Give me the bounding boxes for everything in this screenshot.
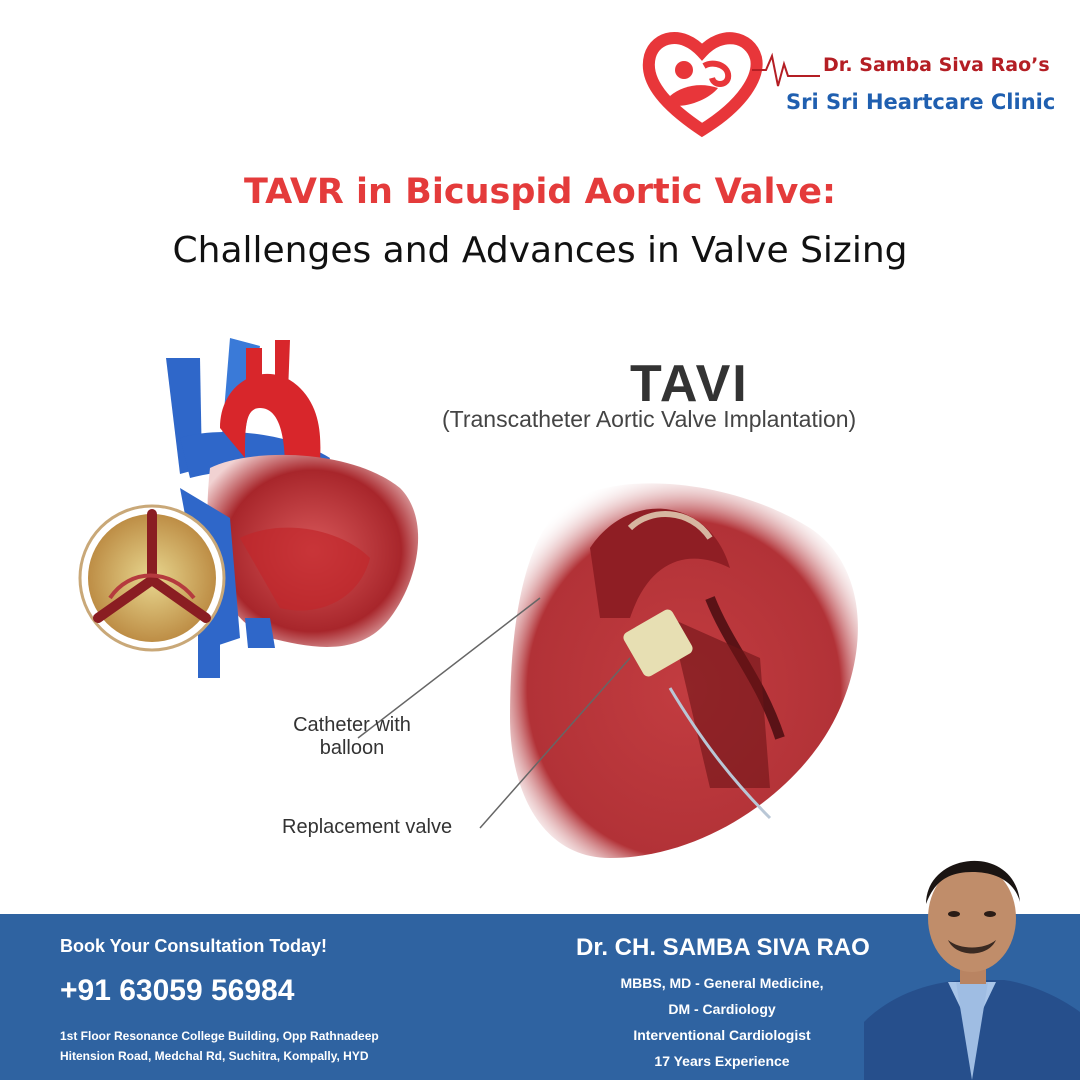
clinic-address — [60, 1026, 379, 1066]
credential-line3: Interventional Cardiologist — [633, 1027, 811, 1043]
doctor-credentials — [600, 970, 844, 1074]
heart-illustration — [70, 318, 1030, 890]
label-catheter-line1: Catheter with — [293, 714, 411, 736]
tavi-subheading: (Transcatheter Aortic Valve Implantation) — [442, 406, 857, 432]
label-catheter-line2: balloon — [319, 737, 385, 759]
logo-text-line1: Dr. Samba Siva Rao’s — [823, 54, 1050, 76]
credential-line2: DM - Cardiology — [668, 1001, 776, 1017]
doctor-name: Dr. CH. SAMBA SIVA RAO — [576, 934, 870, 961]
doctor-portrait-avatar — [864, 832, 1080, 1080]
tavi-heart-icon — [510, 483, 858, 858]
page-title: TAVR in Bicuspid Aortic Valve: — [243, 172, 837, 212]
clinic-logo — [640, 26, 1060, 138]
tavi-heading: TAVI — [630, 355, 749, 413]
credential-line1: MBBS, MD - General Medicine, — [620, 975, 824, 991]
logo-text-line2: Sri Sri Heartcare Clinic — [786, 90, 1056, 114]
page-subtitle: Challenges and Advances in Valve Sizing — [172, 230, 908, 271]
address-line1: 1st Floor Resonance College Building, Opp Rathnadeep — [60, 1029, 379, 1043]
address-line2: Hitension Road, Medchal Rd, Suchitra, Kompally, HYD — [60, 1049, 369, 1063]
label-replacement-valve: Replacement valve — [282, 816, 453, 838]
label-catheter — [272, 714, 432, 760]
aortic-valve-icon — [80, 506, 224, 650]
book-consultation-text: Book Your Consultation Today! — [60, 936, 327, 956]
heart-ecg-logo-icon — [640, 26, 820, 138]
phone-number[interactable]: +91 63059 56984 — [60, 974, 295, 1007]
credential-line4: 17 Years Experience — [654, 1053, 790, 1069]
